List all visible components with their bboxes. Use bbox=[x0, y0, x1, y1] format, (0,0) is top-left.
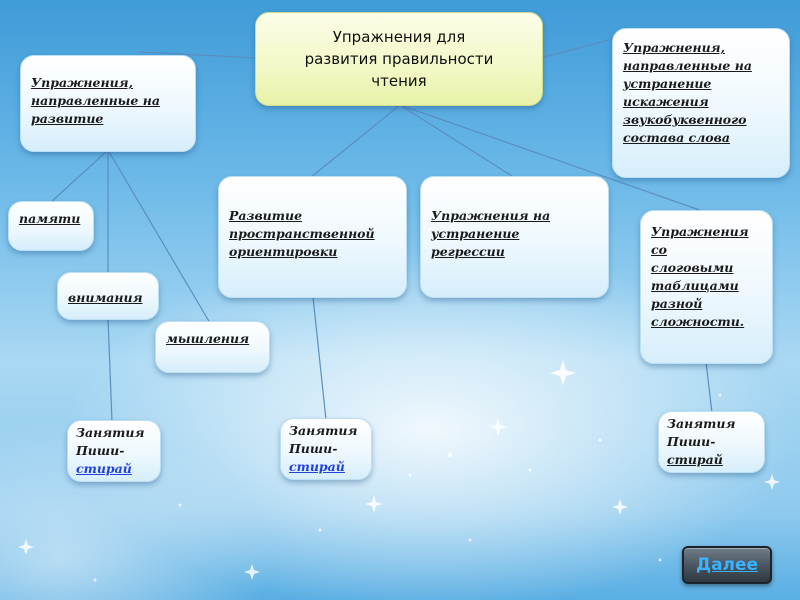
node-line: направленные на bbox=[623, 58, 752, 73]
node-line: пространственной bbox=[229, 226, 375, 241]
node-syllable-tables bbox=[640, 210, 773, 364]
node-line: Упражнения, bbox=[31, 75, 133, 90]
title-line: Упражнения для bbox=[332, 28, 466, 46]
lesson-label: Пиши- bbox=[667, 434, 716, 449]
node-spatial-orientation bbox=[218, 176, 407, 298]
connector-syllable-lesson bbox=[706, 362, 712, 413]
node-line: направленные на bbox=[31, 93, 160, 108]
lesson-link[interactable]: стирай bbox=[667, 452, 723, 467]
node-line: регрессии bbox=[431, 244, 505, 259]
node-line: памяти bbox=[19, 211, 81, 226]
connector-title-regression bbox=[400, 105, 515, 178]
lesson-label: Занятия bbox=[76, 425, 145, 440]
node-line: Упражнения, bbox=[623, 40, 725, 55]
node-line: Упражнения bbox=[651, 224, 749, 239]
node-line: со bbox=[651, 242, 667, 257]
connector-left-memory bbox=[50, 150, 108, 203]
node-development-exercises bbox=[20, 55, 196, 152]
node-line: Развитие bbox=[229, 208, 303, 223]
lesson-box bbox=[658, 411, 765, 473]
lesson-link[interactable]: стирай bbox=[76, 461, 132, 476]
node-line: устранение bbox=[623, 76, 712, 91]
node-line: таблицами bbox=[651, 278, 739, 293]
node-attention bbox=[57, 272, 159, 320]
node-line: мышления bbox=[166, 331, 250, 346]
node-regression-exercises bbox=[420, 176, 609, 298]
node-line: состава слова bbox=[623, 130, 730, 145]
node-line: Упражнения на bbox=[431, 208, 551, 223]
node-thinking bbox=[155, 321, 270, 373]
node-line: внимания bbox=[68, 290, 143, 305]
lesson-box bbox=[67, 420, 161, 482]
connector-attention-lesson bbox=[108, 318, 112, 422]
node-line: ориентировки bbox=[229, 244, 338, 259]
title-box bbox=[255, 12, 543, 106]
lesson-label: Пиши- bbox=[289, 441, 338, 456]
node-memory bbox=[8, 201, 94, 251]
node-line: слоговыми bbox=[651, 260, 734, 275]
node-distortion-exercises bbox=[612, 28, 790, 178]
node-line: звукобуквенного bbox=[623, 112, 747, 127]
lesson-label: Пиши- bbox=[76, 443, 125, 458]
title-line: чтения bbox=[371, 72, 427, 90]
lesson-label: Занятия bbox=[289, 423, 358, 438]
next-button[interactable]: Далее bbox=[682, 546, 772, 584]
lesson-label: Занятия bbox=[667, 416, 736, 431]
node-line: развитие bbox=[31, 111, 104, 126]
node-line: разной bbox=[651, 296, 703, 311]
connector-spatial-lesson bbox=[313, 297, 326, 420]
lesson-box bbox=[280, 418, 372, 480]
node-line: сложности. bbox=[651, 314, 745, 329]
lesson-link[interactable]: стирай bbox=[289, 459, 345, 474]
node-line: устранение bbox=[431, 226, 520, 241]
node-line: искажения bbox=[623, 94, 709, 109]
connector-title-spatial bbox=[310, 105, 400, 178]
title-line: развития правильности bbox=[304, 50, 494, 68]
